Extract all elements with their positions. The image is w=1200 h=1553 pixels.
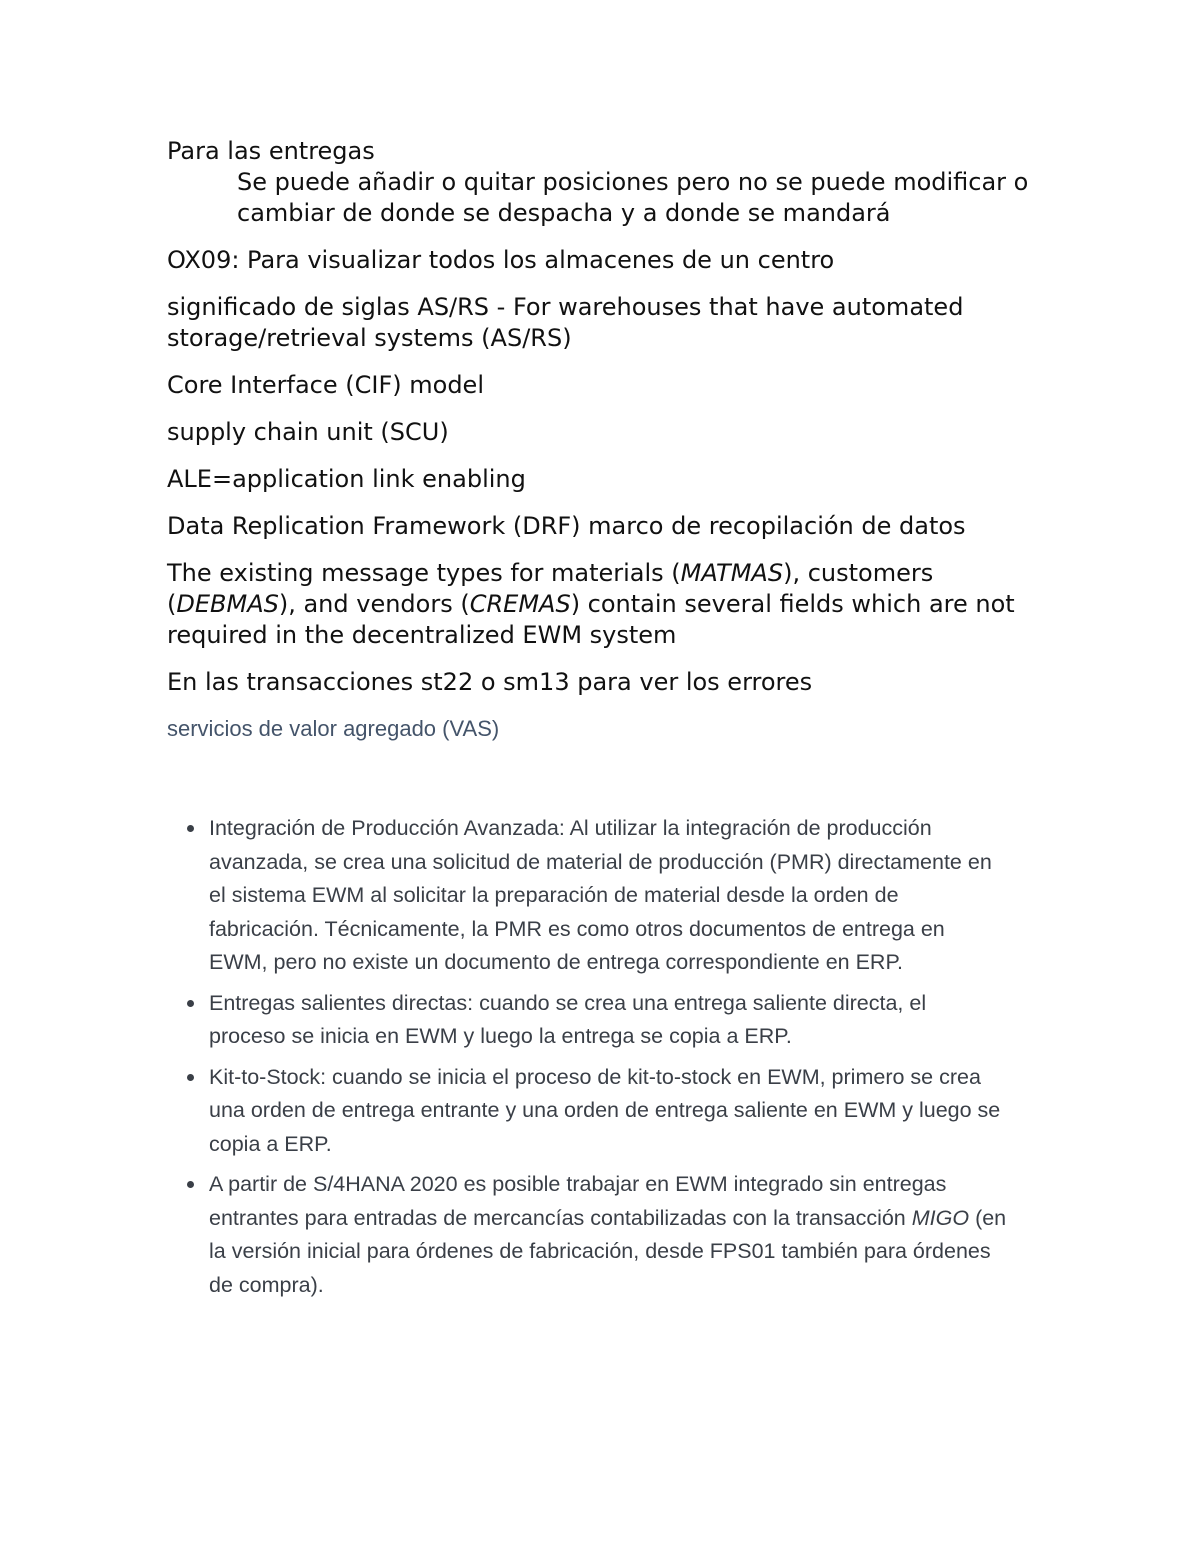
entregas-detail: Se puede añadir o quitar posiciones pero no se puede modificar o cambiar de donde se despacha y a donde se mandará xyxy=(237,168,1029,227)
asrs-paragraph: significado de siglas AS/RS - For warehouses that have automated storage/retrieval systems (AS/RS) xyxy=(167,293,964,352)
cif-paragraph: Core Interface (CIF) model xyxy=(167,371,484,399)
bullet-text: Kit-to-Stock: cuando se inicia el proceso de kit-to-stock en EWM, primero se crea una orden de entrega entrante y una orden de entrega saliente en EWM y luego se copia a ERP. xyxy=(209,1064,1001,1156)
bullet-text: Integración de Producción Avanzada: Al utilizar la integración de producción avanzada, se crea una solicitud de material de producción (PMR) directamente en el sistema EWM al solicitar la preparación de material desde la orden de fabricación. Técnicamente, la PMR es como otros documentos de entrega en EWM, pero no existe un documento de entrega correspondiente en ERP. xyxy=(209,816,992,974)
drf-paragraph: Data Replication Framework (DRF) marco de recopilación de datos xyxy=(167,512,966,540)
bullet-dot-icon xyxy=(187,825,194,832)
message-types-text-2: ), customers ( xyxy=(167,559,934,618)
scenario-bullet-list xyxy=(187,812,1007,1309)
matmas-term: MATMAS xyxy=(680,559,784,587)
list-item xyxy=(187,1168,1007,1302)
message-types-paragraph xyxy=(167,558,1037,651)
message-types-text-3: ), and vendors ( xyxy=(278,590,470,618)
bullet-dot-icon xyxy=(187,1181,194,1188)
cremas-term: CREMAS xyxy=(469,590,571,618)
message-types-text-4: ) contain several fields which are not required in the decentralized EWM system xyxy=(167,590,1015,649)
migo-term: MIGO xyxy=(911,1205,970,1230)
bullet-dot-icon xyxy=(187,1000,194,1007)
list-item xyxy=(187,1061,1007,1162)
bullet-text-1: A partir de S/4HANA 2020 es posible trabajar en EWM integrado sin entregas entrantes para entradas de mercancías contabilizadas con la transacción xyxy=(209,1172,947,1230)
entregas-heading: Para las entregas xyxy=(167,137,375,165)
scu-paragraph: supply chain unit (SCU) xyxy=(167,418,449,446)
bullet-text-2: (en la versión inicial para órdenes de fabricación, desde FPS01 también para órdenes de compra). xyxy=(209,1205,1007,1297)
document-body xyxy=(167,136,1037,744)
errores-paragraph: En las transacciones st22 o sm13 para ver los errores xyxy=(167,668,813,696)
bullet-text: Entregas salientes directas: cuando se crea una entrega saliente directa, el proceso se inicia en EWM y luego la entrega se copia a ERP. xyxy=(209,990,927,1048)
list-item xyxy=(187,812,1007,980)
message-types-text-1: The existing message types for materials ( xyxy=(167,559,681,587)
ox09-paragraph: OX09: Para visualizar todos los almacenes de un centro xyxy=(167,246,835,274)
list-item xyxy=(187,987,1007,1054)
bullet-dot-icon xyxy=(187,1074,194,1081)
vas-paragraph: servicios de valor agregado (VAS) xyxy=(167,716,500,741)
ale-paragraph: ALE=application link enabling xyxy=(167,465,526,493)
debmas-term: DEBMAS xyxy=(176,590,279,618)
